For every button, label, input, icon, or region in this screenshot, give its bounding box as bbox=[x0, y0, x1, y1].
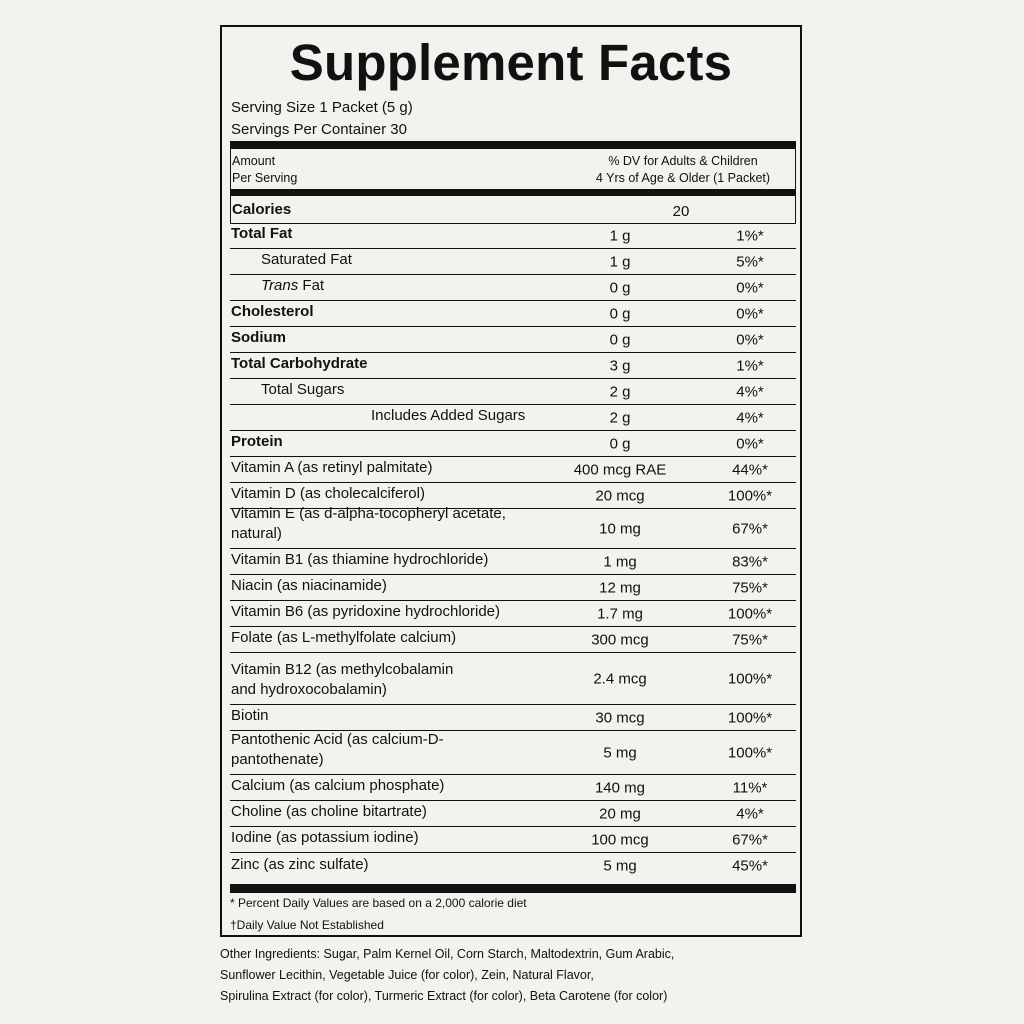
calories-label: Calories bbox=[232, 201, 292, 218]
other-ingredients-line2: Sunflower Lecithin, Vegetable Juice (for color), Zein, Natural Flavor, bbox=[220, 968, 594, 982]
nutrient-amount: 30 mcg bbox=[595, 709, 645, 726]
nutrient-daily-value: 100%* bbox=[727, 670, 773, 687]
nutrient-row bbox=[230, 505, 796, 549]
nutrient-daily-value: 0%* bbox=[736, 331, 764, 348]
thick-divider bbox=[230, 141, 796, 149]
nutrient-row bbox=[230, 775, 796, 801]
nutrient-daily-value: 100%* bbox=[727, 605, 773, 622]
nutrient-daily-value: 11%* bbox=[732, 779, 768, 796]
nutrient-name: Calcium (as calcium phosphate) bbox=[231, 777, 445, 794]
nutrient-row bbox=[230, 405, 796, 431]
nutrient-name: Includes Added Sugars bbox=[371, 407, 526, 424]
nutrient-amount: 140 mg bbox=[594, 779, 646, 796]
nutrient-amount: 400 mcg RAE bbox=[573, 461, 667, 478]
supplement-facts-panel bbox=[220, 25, 802, 937]
nutrient-name: Choline (as choline bitartrate) bbox=[231, 803, 427, 820]
nutrient-name: Saturated Fat bbox=[261, 251, 352, 268]
nutrient-amount: 300 mcg bbox=[591, 631, 649, 648]
nutrient-amount: 2 g bbox=[609, 383, 631, 400]
nutrient-row bbox=[230, 731, 796, 775]
other-ingredients-line3: Spirulina Extract (for color), Turmeric Extract (for color), Beta Carotene (for color) bbox=[220, 989, 668, 1003]
nutrient-name: Total Fat bbox=[231, 225, 293, 242]
dv-header-line2: 4 Yrs of Age & Older (1 Packet) bbox=[595, 171, 771, 185]
nutrient-amount: 5 mg bbox=[603, 857, 637, 875]
other-ingredients-line1: Other Ingredients: Sugar, Palm Kernel Oil, Corn Starch, Maltodextrin, Gum Arabic, bbox=[220, 947, 675, 961]
nutrient-amount: 100 mcg bbox=[591, 831, 649, 848]
nutrient-amount: 20 mg bbox=[599, 805, 641, 822]
nutrient-amount: 3 g bbox=[609, 357, 631, 374]
nutrient-row bbox=[230, 223, 796, 249]
dv-header-line1: % DV for Adults & Children bbox=[608, 154, 758, 168]
nutrient-daily-value: 5%* bbox=[736, 253, 764, 270]
nutrient-name-line2: natural) bbox=[231, 525, 282, 542]
nutrient-amount: 1 g bbox=[609, 253, 631, 270]
nutrient-daily-value: 100%* bbox=[727, 709, 773, 726]
nutrient-name-line2: pantothenate) bbox=[231, 751, 324, 768]
nutrient-daily-value: 0%* bbox=[736, 435, 764, 452]
column-header bbox=[230, 149, 796, 189]
nutrient-row bbox=[230, 575, 796, 601]
calories-value: 20 bbox=[672, 203, 690, 220]
nutrient-name: Niacin (as niacinamide) bbox=[231, 577, 387, 594]
nutrient-daily-value: 1%* bbox=[736, 357, 764, 374]
nutrient-row bbox=[230, 705, 796, 731]
nutrient-daily-value: 45%* bbox=[732, 857, 768, 875]
nutrient-amount: 12 mg bbox=[599, 579, 641, 596]
nutrient-name: Iodine (as potassium iodine) bbox=[231, 829, 419, 846]
nutrient-amount: 20 mcg bbox=[595, 487, 645, 504]
nutrient-amount: 10 mg bbox=[599, 520, 641, 537]
nutrient-daily-value: 44%* bbox=[732, 461, 768, 478]
nutrient-row bbox=[230, 549, 796, 575]
nutrient-row bbox=[230, 457, 796, 483]
nutrient-name: Vitamin D (as cholecalciferol) bbox=[231, 485, 425, 502]
nutrient-daily-value: 75%* bbox=[732, 631, 768, 648]
panel-title: Supplement Facts bbox=[289, 34, 733, 91]
nutrient-row bbox=[230, 853, 796, 879]
nutrient-daily-value: 75%* bbox=[732, 579, 768, 596]
nutrient-name-rest: Fat bbox=[298, 277, 325, 294]
nutrient-amount: 1 g bbox=[609, 227, 631, 244]
nutrient-name: Total Carbohydrate bbox=[231, 355, 368, 372]
nutrient-row bbox=[230, 431, 796, 457]
nutrient-name: Biotin bbox=[231, 707, 269, 724]
nutrient-amount: 0 g bbox=[609, 331, 631, 348]
nutrient-amount: 0 g bbox=[609, 435, 631, 452]
nutrient-daily-value: 4%* bbox=[736, 805, 764, 822]
nutrient-daily-value: 67%* bbox=[732, 520, 768, 537]
nutrient-daily-value: 100%* bbox=[727, 487, 773, 504]
nutrient-amount: 0 g bbox=[609, 305, 631, 322]
nutrient-name bbox=[231, 730, 444, 770]
nutrient-name bbox=[231, 660, 453, 700]
amount-header-line1: Amount bbox=[232, 154, 276, 168]
nutrient-name bbox=[261, 276, 324, 296]
nutrient-name-line1: Vitamin B12 (as methylcobalamin bbox=[231, 661, 454, 678]
nutrient-daily-value: 67%* bbox=[732, 831, 768, 848]
nutrient-name: Vitamin B6 (as pyridoxine hydrochloride) bbox=[231, 603, 501, 620]
nutrient-name: Total Sugars bbox=[261, 381, 345, 398]
nutrient-name-line1: Vitamin E (as d-alpha-tocopheryl acetate, bbox=[231, 505, 506, 522]
nutrient-amount: 2.4 mcg bbox=[593, 670, 647, 687]
nutrient-amount: 5 mg bbox=[603, 744, 637, 761]
nutrient-amount: 1 mg bbox=[603, 553, 637, 570]
nutrient-name: Cholesterol bbox=[231, 303, 314, 320]
bottom-thick-divider bbox=[230, 884, 796, 893]
nutrient-row bbox=[230, 801, 796, 827]
amount-header-line2: Per Serving bbox=[232, 171, 298, 185]
calories-row bbox=[230, 196, 796, 224]
nutrient-row bbox=[230, 275, 796, 301]
nutrient-amount: 0 g bbox=[609, 279, 631, 296]
nutrient-daily-value: 1%* bbox=[736, 227, 764, 244]
nutrient-name bbox=[231, 504, 506, 544]
medium-divider bbox=[230, 189, 796, 196]
nutrient-name: Sodium bbox=[231, 329, 286, 346]
nutrient-daily-value: 0%* bbox=[736, 279, 764, 296]
nutrient-name: Protein bbox=[231, 433, 283, 450]
nutrient-daily-value: 4%* bbox=[736, 383, 764, 400]
serving-size: Serving Size 1 Packet (5 g) bbox=[231, 99, 413, 116]
nutrient-row bbox=[230, 827, 796, 853]
other-ingredients bbox=[220, 944, 780, 1007]
nutrient-row bbox=[230, 327, 796, 353]
nutrient-row bbox=[230, 627, 796, 653]
nutrient-name: Zinc (as zinc sulfate) bbox=[231, 856, 369, 873]
nutrient-name: Folate (as L-methylfolate calcium) bbox=[231, 629, 457, 646]
nutrient-name-line2: and hydroxocobalamin) bbox=[231, 681, 387, 698]
nutrient-row bbox=[230, 653, 796, 705]
footnote-dagger: †Daily Value Not Established bbox=[230, 918, 384, 932]
nutrient-daily-value: 0%* bbox=[736, 305, 764, 322]
nutrient-name: Vitamin B1 (as thiamine hydrochloride) bbox=[231, 551, 489, 568]
nutrient-daily-value: 83%* bbox=[732, 553, 768, 570]
nutrient-row bbox=[230, 379, 796, 405]
nutrient-name-line1: Pantothenic Acid (as calcium-D- bbox=[231, 731, 444, 748]
nutrient-row bbox=[230, 601, 796, 627]
nutrient-row bbox=[230, 301, 796, 327]
nutrient-amount: 1.7 mg bbox=[597, 605, 643, 622]
nutrient-amount: 2 g bbox=[609, 409, 631, 426]
nutrient-name-italic: Trans bbox=[261, 277, 299, 294]
footnote-percent-dv: * Percent Daily Values are based on a 2,000 calorie diet bbox=[230, 896, 527, 910]
nutrient-row bbox=[230, 353, 796, 379]
nutrient-daily-value: 100%* bbox=[727, 744, 773, 761]
nutrient-name: Vitamin A (as retinyl palmitate) bbox=[231, 459, 433, 476]
nutrient-daily-value: 4%* bbox=[736, 409, 764, 426]
servings-per-container: Servings Per Container 30 bbox=[231, 121, 407, 138]
nutrient-row bbox=[230, 249, 796, 275]
